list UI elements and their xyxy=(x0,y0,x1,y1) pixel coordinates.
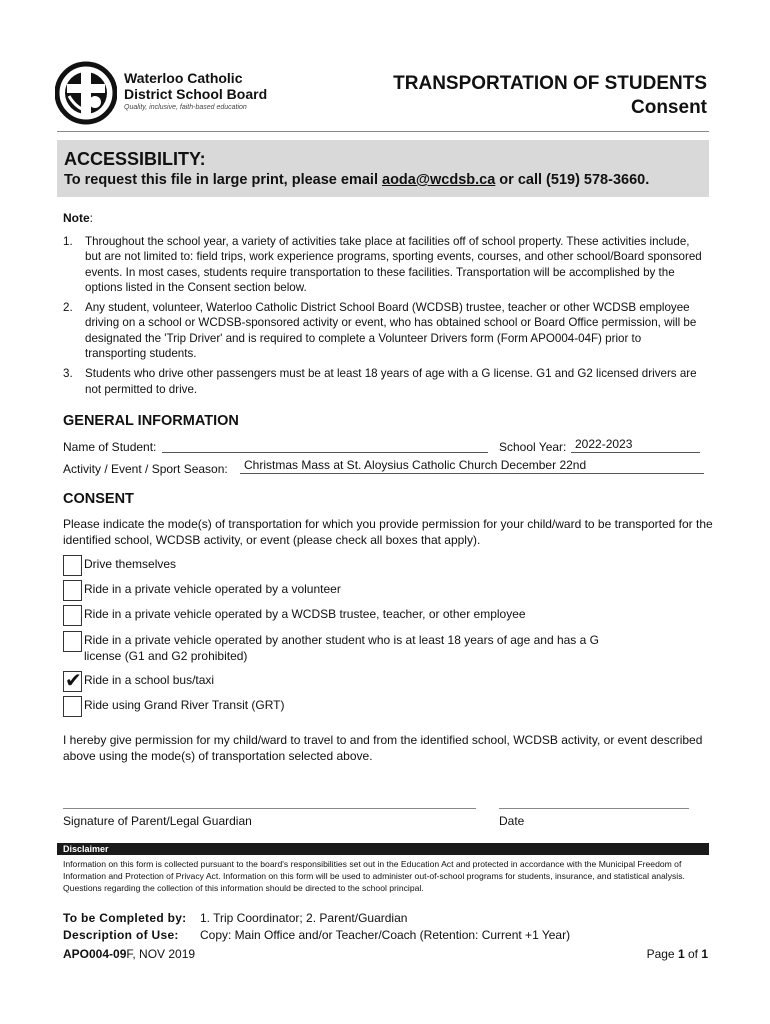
student-name-label: Name of Student: xyxy=(63,440,157,454)
note-text: Students who drive other passengers must be at least 18 years of age with a G license. G1 and G2 licensed drivers are not permitted to drive. xyxy=(85,367,697,396)
page-word: Page xyxy=(646,947,678,961)
page-number xyxy=(647,947,708,961)
note-label-colon: : xyxy=(89,211,94,225)
checkbox-volunteer-vehicle[interactable] xyxy=(63,580,82,601)
completed-by-value: 1. Trip Coordinator; 2. Parent/Guardian xyxy=(200,911,408,925)
list-item xyxy=(63,234,703,295)
parent-signature-field[interactable] xyxy=(63,808,476,809)
page-of: of xyxy=(684,947,702,961)
school-year-field[interactable] xyxy=(571,437,700,453)
checkmark-icon: ✔ xyxy=(65,668,82,692)
document-title xyxy=(393,72,707,120)
note-label-text: Note xyxy=(63,211,90,225)
student-name-field[interactable] xyxy=(162,437,488,453)
activity-field[interactable] xyxy=(240,458,704,474)
date-field[interactable] xyxy=(499,808,689,809)
accessibility-banner xyxy=(57,140,709,197)
org-tagline: Quality, inclusive, faith-based education xyxy=(124,104,247,111)
completed-by-row xyxy=(63,910,570,927)
wcdsb-logo-icon xyxy=(55,60,117,126)
option-label: Ride in a private vehicle operated by another student who is at least 18 years of age and has a G license (G1 and G2 prohibited) xyxy=(84,633,599,663)
completion-info xyxy=(63,910,570,944)
note-number: 2. xyxy=(63,301,73,315)
general-info-heading: GENERAL INFORMATION xyxy=(63,413,239,429)
consent-intro: Please indicate the mode(s) of transportation for which you provide permission for your child/ward to be transported for the identified school, WCDSB activity, or event (please check all boxes that apply). xyxy=(63,517,713,547)
page-total: 1 xyxy=(701,947,708,961)
form-code-rest: F, NOV 2019 xyxy=(126,947,196,961)
completed-by-label: To be Completed by: xyxy=(63,911,187,925)
description-label: Description of Use: xyxy=(63,928,179,942)
notes-list xyxy=(63,234,703,402)
organization-name xyxy=(124,71,267,111)
header-divider xyxy=(57,131,709,132)
note-number: 3. xyxy=(63,367,73,381)
disclaimer-heading: Disclaimer xyxy=(57,843,709,855)
checkbox-grt[interactable] xyxy=(63,696,82,717)
school-year-label: School Year: xyxy=(499,440,567,454)
accessibility-text-after: or call (519) 578-3660. xyxy=(495,172,650,188)
form-code xyxy=(63,947,195,961)
option-label: Ride using Grand River Transit (GRT) xyxy=(84,698,285,712)
note-number: 1. xyxy=(63,235,73,248)
form-code-bold: APO004-09 xyxy=(63,947,127,961)
list-item xyxy=(63,366,703,397)
accessibility-email-link[interactable]: aoda@wcdsb.ca xyxy=(382,172,496,188)
title-line1: TRANSPORTATION OF STUDENTS xyxy=(393,73,707,94)
accessibility-text-before: To request this file in large print, please email xyxy=(64,172,383,188)
date-label: Date xyxy=(499,814,525,828)
org-name-line1: Waterloo Catholic xyxy=(124,70,243,86)
page-current: 1 xyxy=(677,947,685,961)
checkbox-school-bus[interactable] xyxy=(63,668,82,692)
title-line2: Consent xyxy=(631,97,707,118)
note-label xyxy=(63,211,93,225)
checkbox-staff-vehicle[interactable] xyxy=(63,605,82,626)
student-name-value xyxy=(162,437,166,451)
note-text: Throughout the school year, a variety of activities take place at facilities off of school property. These activities include, but are not limited to: field trips, work experience programs, sporting events, courses, and other school/Board sponsored events. In most cases, students require transportation to these facilities. Transportation will be accomplished by the options listed in the Consent section below. xyxy=(85,235,702,294)
option-label: Drive themselves xyxy=(84,557,177,571)
disclaimer-text: Information on this form is collected pursuant to the board's responsibilities set out in the Education Act and protected in accordance with the Municipal Freedom of Information and Protection of Privacy Act. Information on this form will be used to administer out-of-school programs for students, insurance, and statistical analysis. Questions regarding the collection of this information should be directed to the school principal. xyxy=(63,859,685,893)
school-year-value: 2022-2023 xyxy=(575,437,633,451)
option-label: Ride in a private vehicle operated by a WCDSB trustee, teacher, or other employee xyxy=(84,607,526,621)
consent-heading: CONSENT xyxy=(63,491,134,507)
accessibility-heading: ACCESSIBILITY: xyxy=(64,149,206,169)
description-row xyxy=(63,927,570,944)
org-name-line2: District School Board xyxy=(124,86,268,102)
option-label: Ride in a private vehicle operated by a volunteer xyxy=(84,582,341,596)
activity-value: Christmas Mass at St. Aloysius Catholic Church December 22nd xyxy=(244,458,587,472)
note-text: Any student, volunteer, Waterloo Catholic District School Board (WCDSB) trustee, teacher or other WCDSB employee driving on a school or WCDSB-sponsored activity or event, who has obtained school or Board Office permission, will be designated the 'Trip Driver' and is required to complete a Volunteer Drivers form (Form APO004-04F) prior to transporting students. xyxy=(85,301,697,361)
list-item xyxy=(63,300,703,361)
option-label: Ride in a school bus/taxi xyxy=(84,673,215,687)
checkbox-student-vehicle[interactable] xyxy=(63,631,82,652)
checkbox-drive-themselves[interactable] xyxy=(63,555,82,576)
activity-label: Activity / Event / Sport Season: xyxy=(63,462,228,476)
description-value: Copy: Main Office and/or Teacher/Coach (Retention: Current +1 Year) xyxy=(200,928,571,942)
permission-statement: I hereby give permission for my child/ward to travel to and from the identified school, WCDSB activity, or event described above using the mode(s) of transportation selected above. xyxy=(63,733,703,763)
parent-signature-label: Signature of Parent/Legal Guardian xyxy=(63,814,252,828)
accessibility-text xyxy=(64,170,702,190)
